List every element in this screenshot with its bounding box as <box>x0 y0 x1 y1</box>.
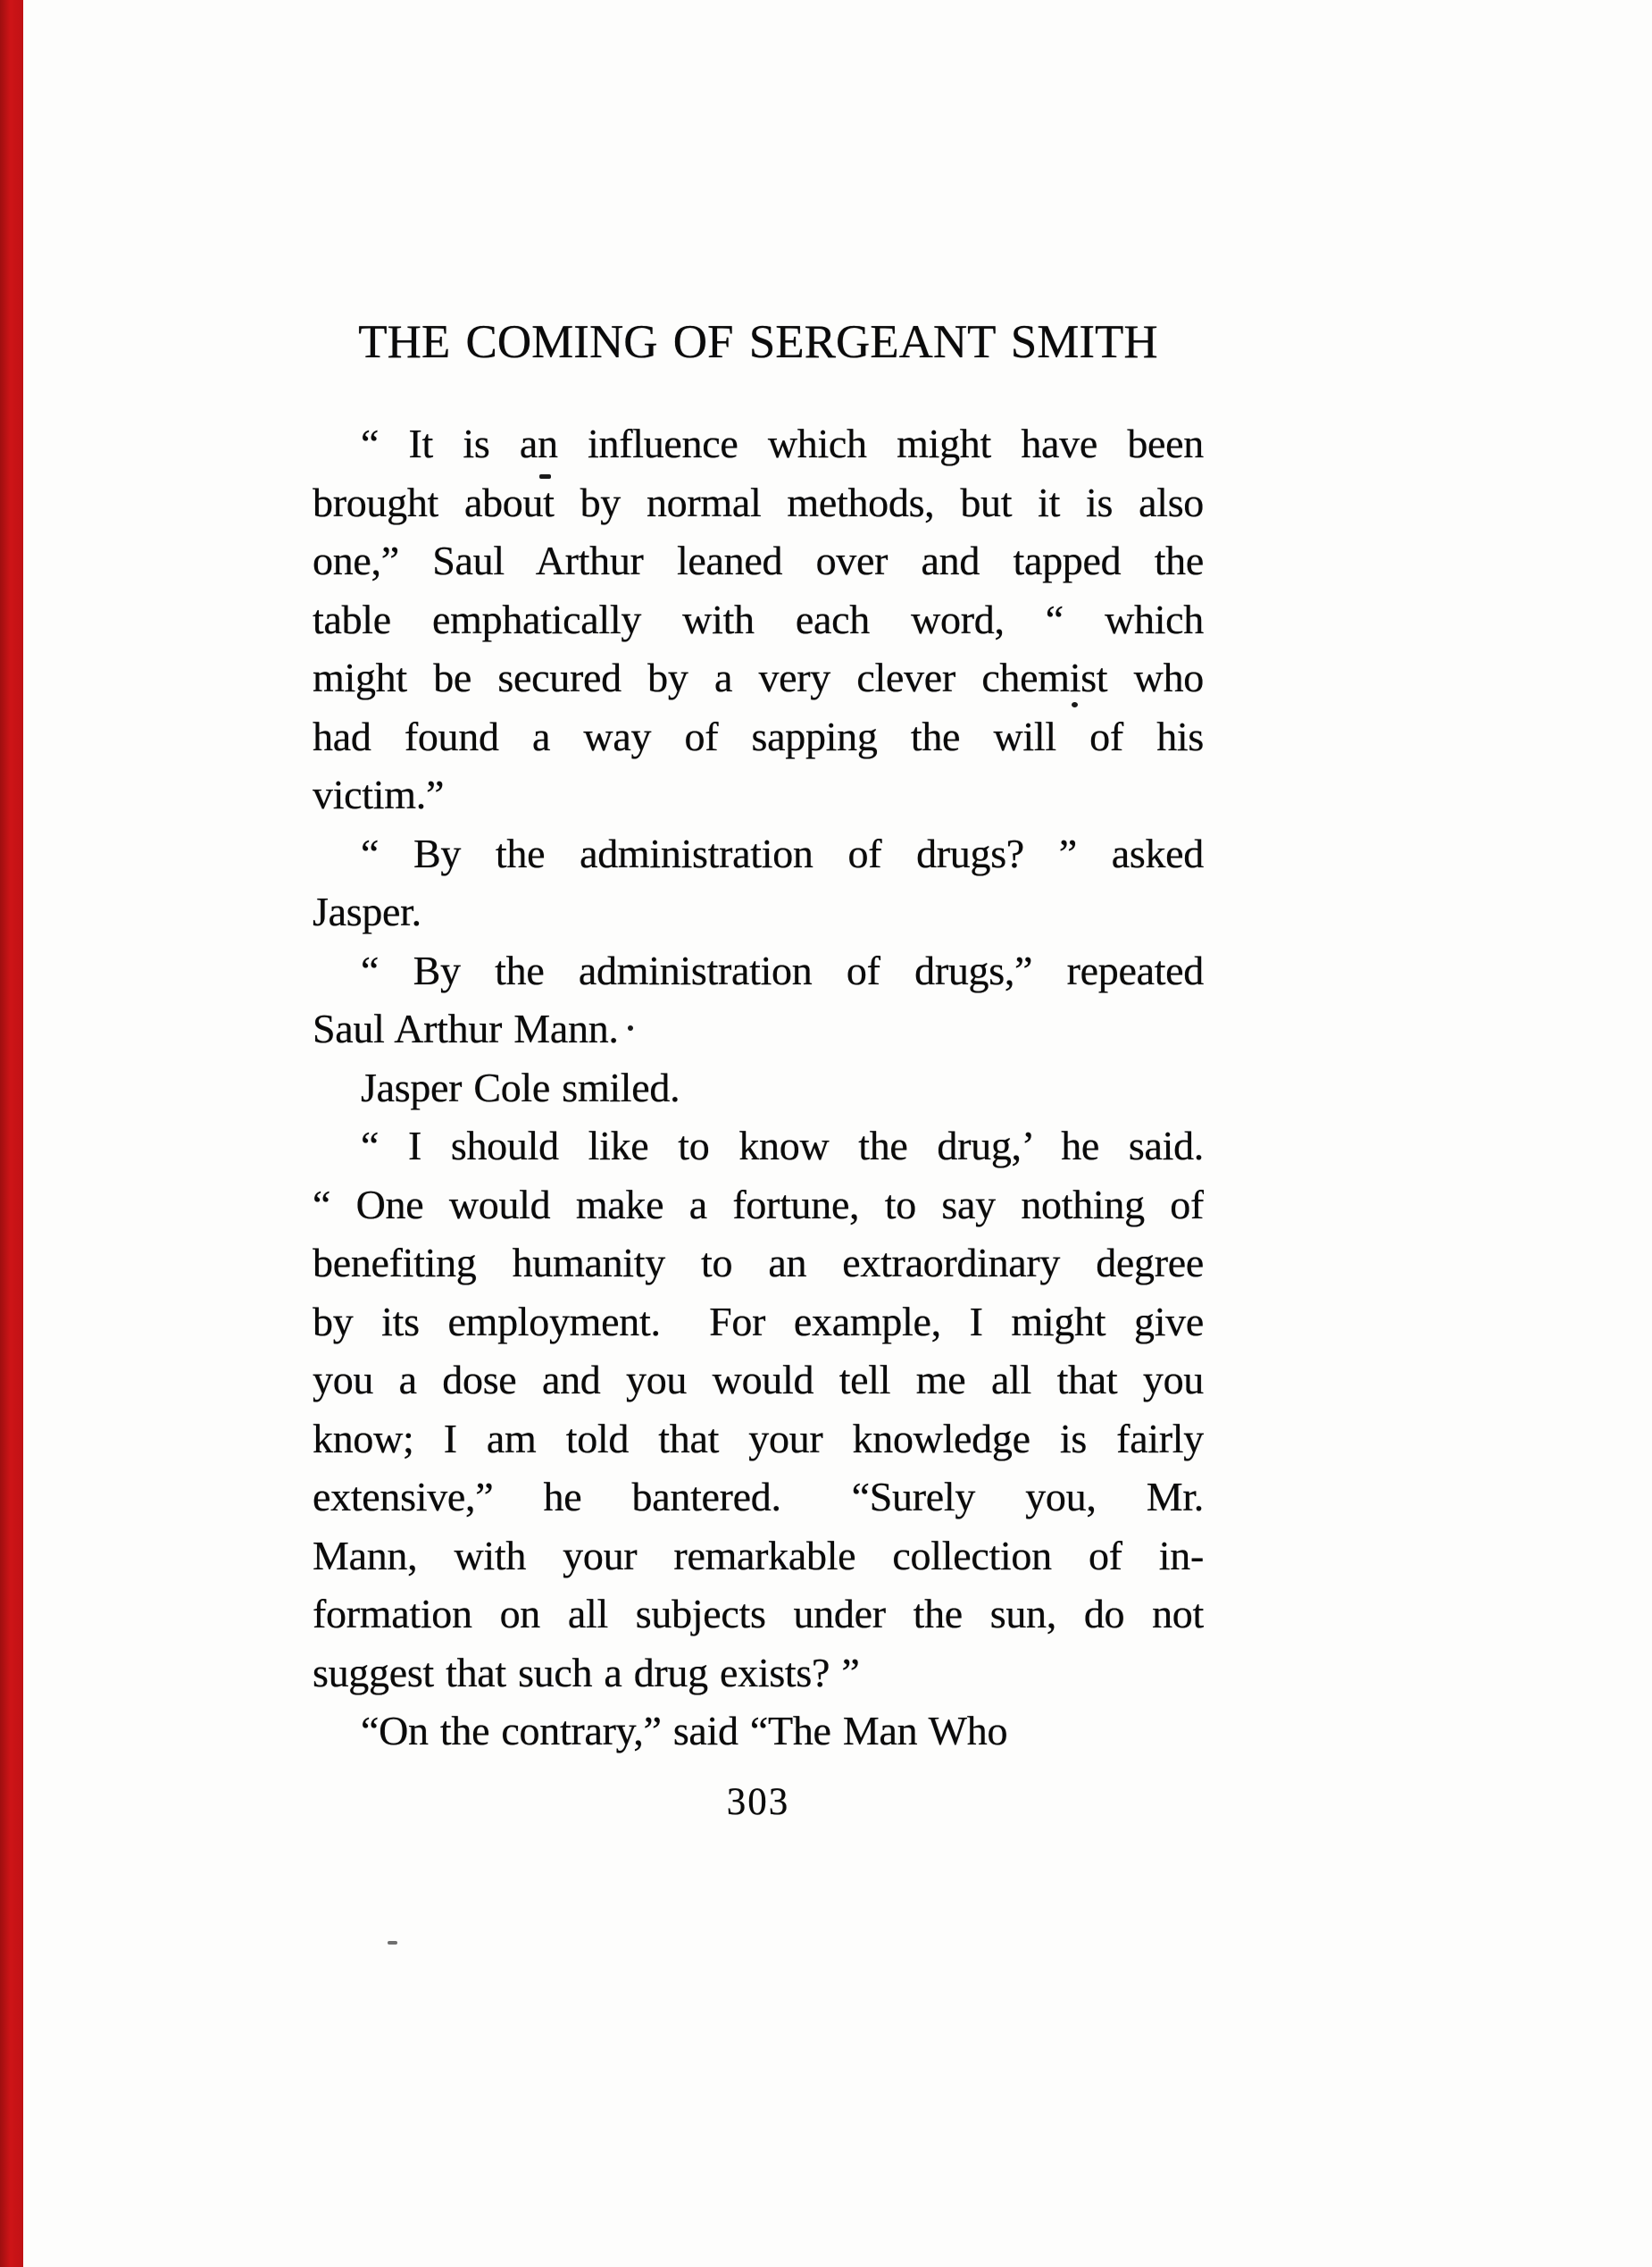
text-line: victim.” <box>313 772 445 817</box>
text-line: Jasper. <box>313 889 421 934</box>
chapter-running-title: THE COMING OF SERGEANT SMITH <box>358 316 1158 368</box>
text-line: benefiting humanity to an extraordinary degree <box>313 1240 1204 1285</box>
page-number: 303 <box>726 1781 790 1823</box>
text-line: extensive,” he bantered. “Surely you, Mr. <box>313 1474 1204 1519</box>
text-line: Mann, with your remarkable collection of in- <box>313 1532 1204 1578</box>
ink-speck <box>539 474 551 479</box>
red-scan-edge-strip <box>0 0 23 2267</box>
text-line: “ It is an influence which might have been <box>361 421 1204 466</box>
ink-speck <box>1072 702 1078 707</box>
text-line: suggest that such a drug exists? ” <box>313 1649 860 1695</box>
text-line: “ I should like to know the drug,’ he said. <box>361 1123 1204 1168</box>
text-line: had found a way of sapping the will of his <box>313 713 1204 759</box>
body-text <box>313 414 1204 1761</box>
text-line: “ By the administration of drugs? ” asked <box>361 830 1204 876</box>
text-line: Jasper Cole smiled. <box>361 1064 680 1110</box>
text-line: formation on all subjects under the sun, do not <box>313 1591 1204 1636</box>
text-line: might be secured by a very clever chemist who <box>313 655 1204 700</box>
ink-speck <box>628 1025 633 1031</box>
text-line: you a dose and you would tell me all that you <box>313 1357 1204 1402</box>
text-line: table emphatically with each word, “ which <box>313 596 1204 642</box>
text-line: by its employment. For example, I might give <box>313 1298 1204 1344</box>
text-line: “ By the administration of drugs,” repeated <box>361 947 1204 993</box>
text-line: brought about by normal methods, but it is also <box>313 479 1204 525</box>
text-line: Saul Arthur Mann. <box>313 1006 619 1051</box>
text-line: “On the contrary,” said “The Man Who <box>361 1708 1008 1753</box>
text-line: one,” Saul Arthur leaned over and tapped the <box>313 538 1204 583</box>
text-line: know; I am told that your knowledge is fairly <box>313 1415 1204 1461</box>
ink-speck <box>388 1941 397 1945</box>
text-line: “ One would make a fortune, to say nothing of <box>313 1181 1204 1227</box>
